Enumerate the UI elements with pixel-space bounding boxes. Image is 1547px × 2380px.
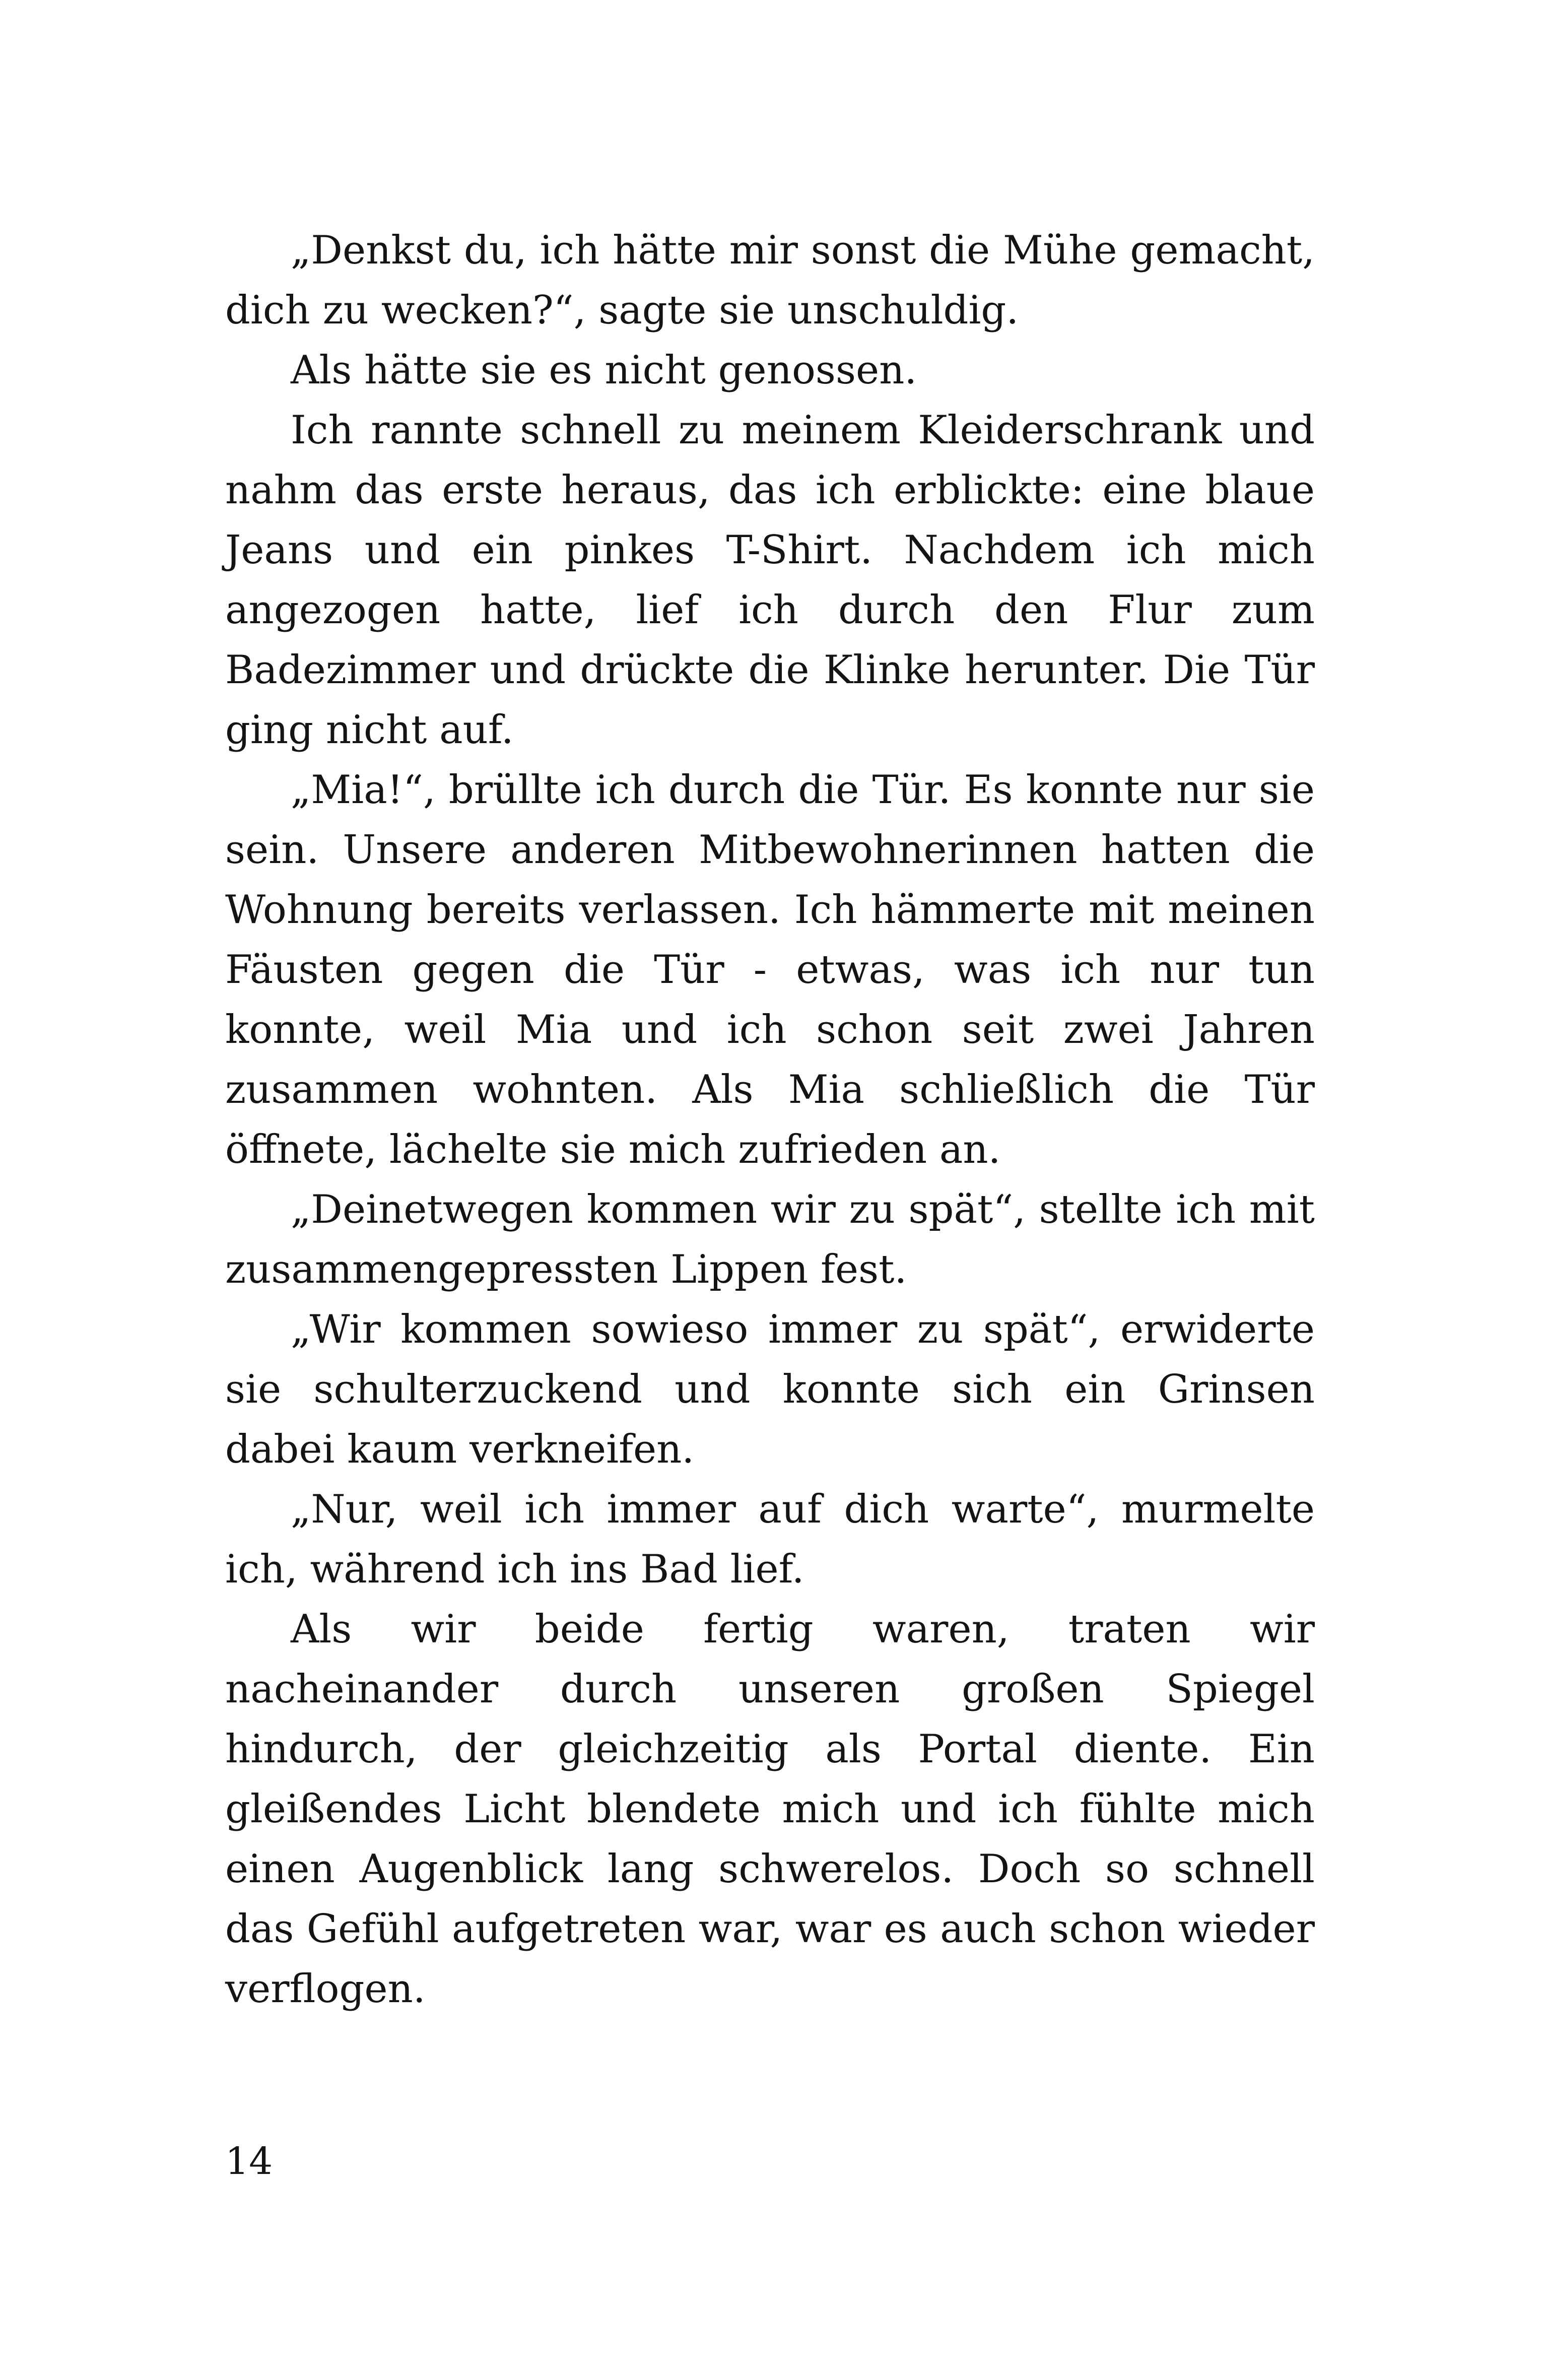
paragraph: Als wir beide fertig waren, traten wir nacheinander durch unseren großen Spiegel hindurch, der gleichzeitig als Portal diente. Ein gleißendes Licht blendete mich und ich fühlte mich einen Augenblick lang schwerelos. Doch so schnell das Gefühl aufgetreten war, war es auch schon wieder verflogen. bbox=[225, 1607, 1315, 2012]
paragraph: „Deinetwegen kommen wir zu spät“, stellte ich mit zusammengepressten Lippen fest. bbox=[225, 1187, 1315, 1292]
paragraph: Als hätte sie es nicht genossen. bbox=[291, 348, 917, 393]
body-text bbox=[225, 221, 1315, 2019]
paragraph: „Mia!“, brüllte ich durch die Tür. Es konnte nur sie sein. Unsere anderen Mitbewohnerinnen hatten die Wohnung bereits verlassen. Ich hämmerte mit meinen Fäusten gegen die Tür - etwas, was ich nur tun konnte, weil Mia und ich schon seit zwei Jahren zusammen wohnten. Als Mia schließlich die Tür öffnete, lächelte sie mich zufrieden an. bbox=[225, 767, 1315, 1172]
paragraph: „Wir kommen sowieso immer zu spät“, erwiderte sie schulterzuckend und konnte sich ein Grinsen dabei kaum verkneifen. bbox=[225, 1307, 1315, 1472]
page-number: 14 bbox=[225, 2140, 273, 2183]
paragraph: Ich rannte schnell zu meinem Kleiderschrank und nahm das erste heraus, das ich erblickte: eine blaue Jeans und ein pinkes T-Shirt. Nachdem ich mich angezogen hatte, lief ich durch den Flur zum Badezimmer und drückte die Klinke herunter. Die Tür ging nicht auf. bbox=[225, 408, 1315, 753]
paragraph: „Denkst du, ich hätte mir sonst die Mühe gemacht, dich zu wecken?“, sagte sie unschuldig. bbox=[225, 228, 1315, 333]
paragraph: „Nur, weil ich immer auf dich warte“, murmelte ich, während ich ins Bad lief. bbox=[225, 1487, 1315, 1592]
